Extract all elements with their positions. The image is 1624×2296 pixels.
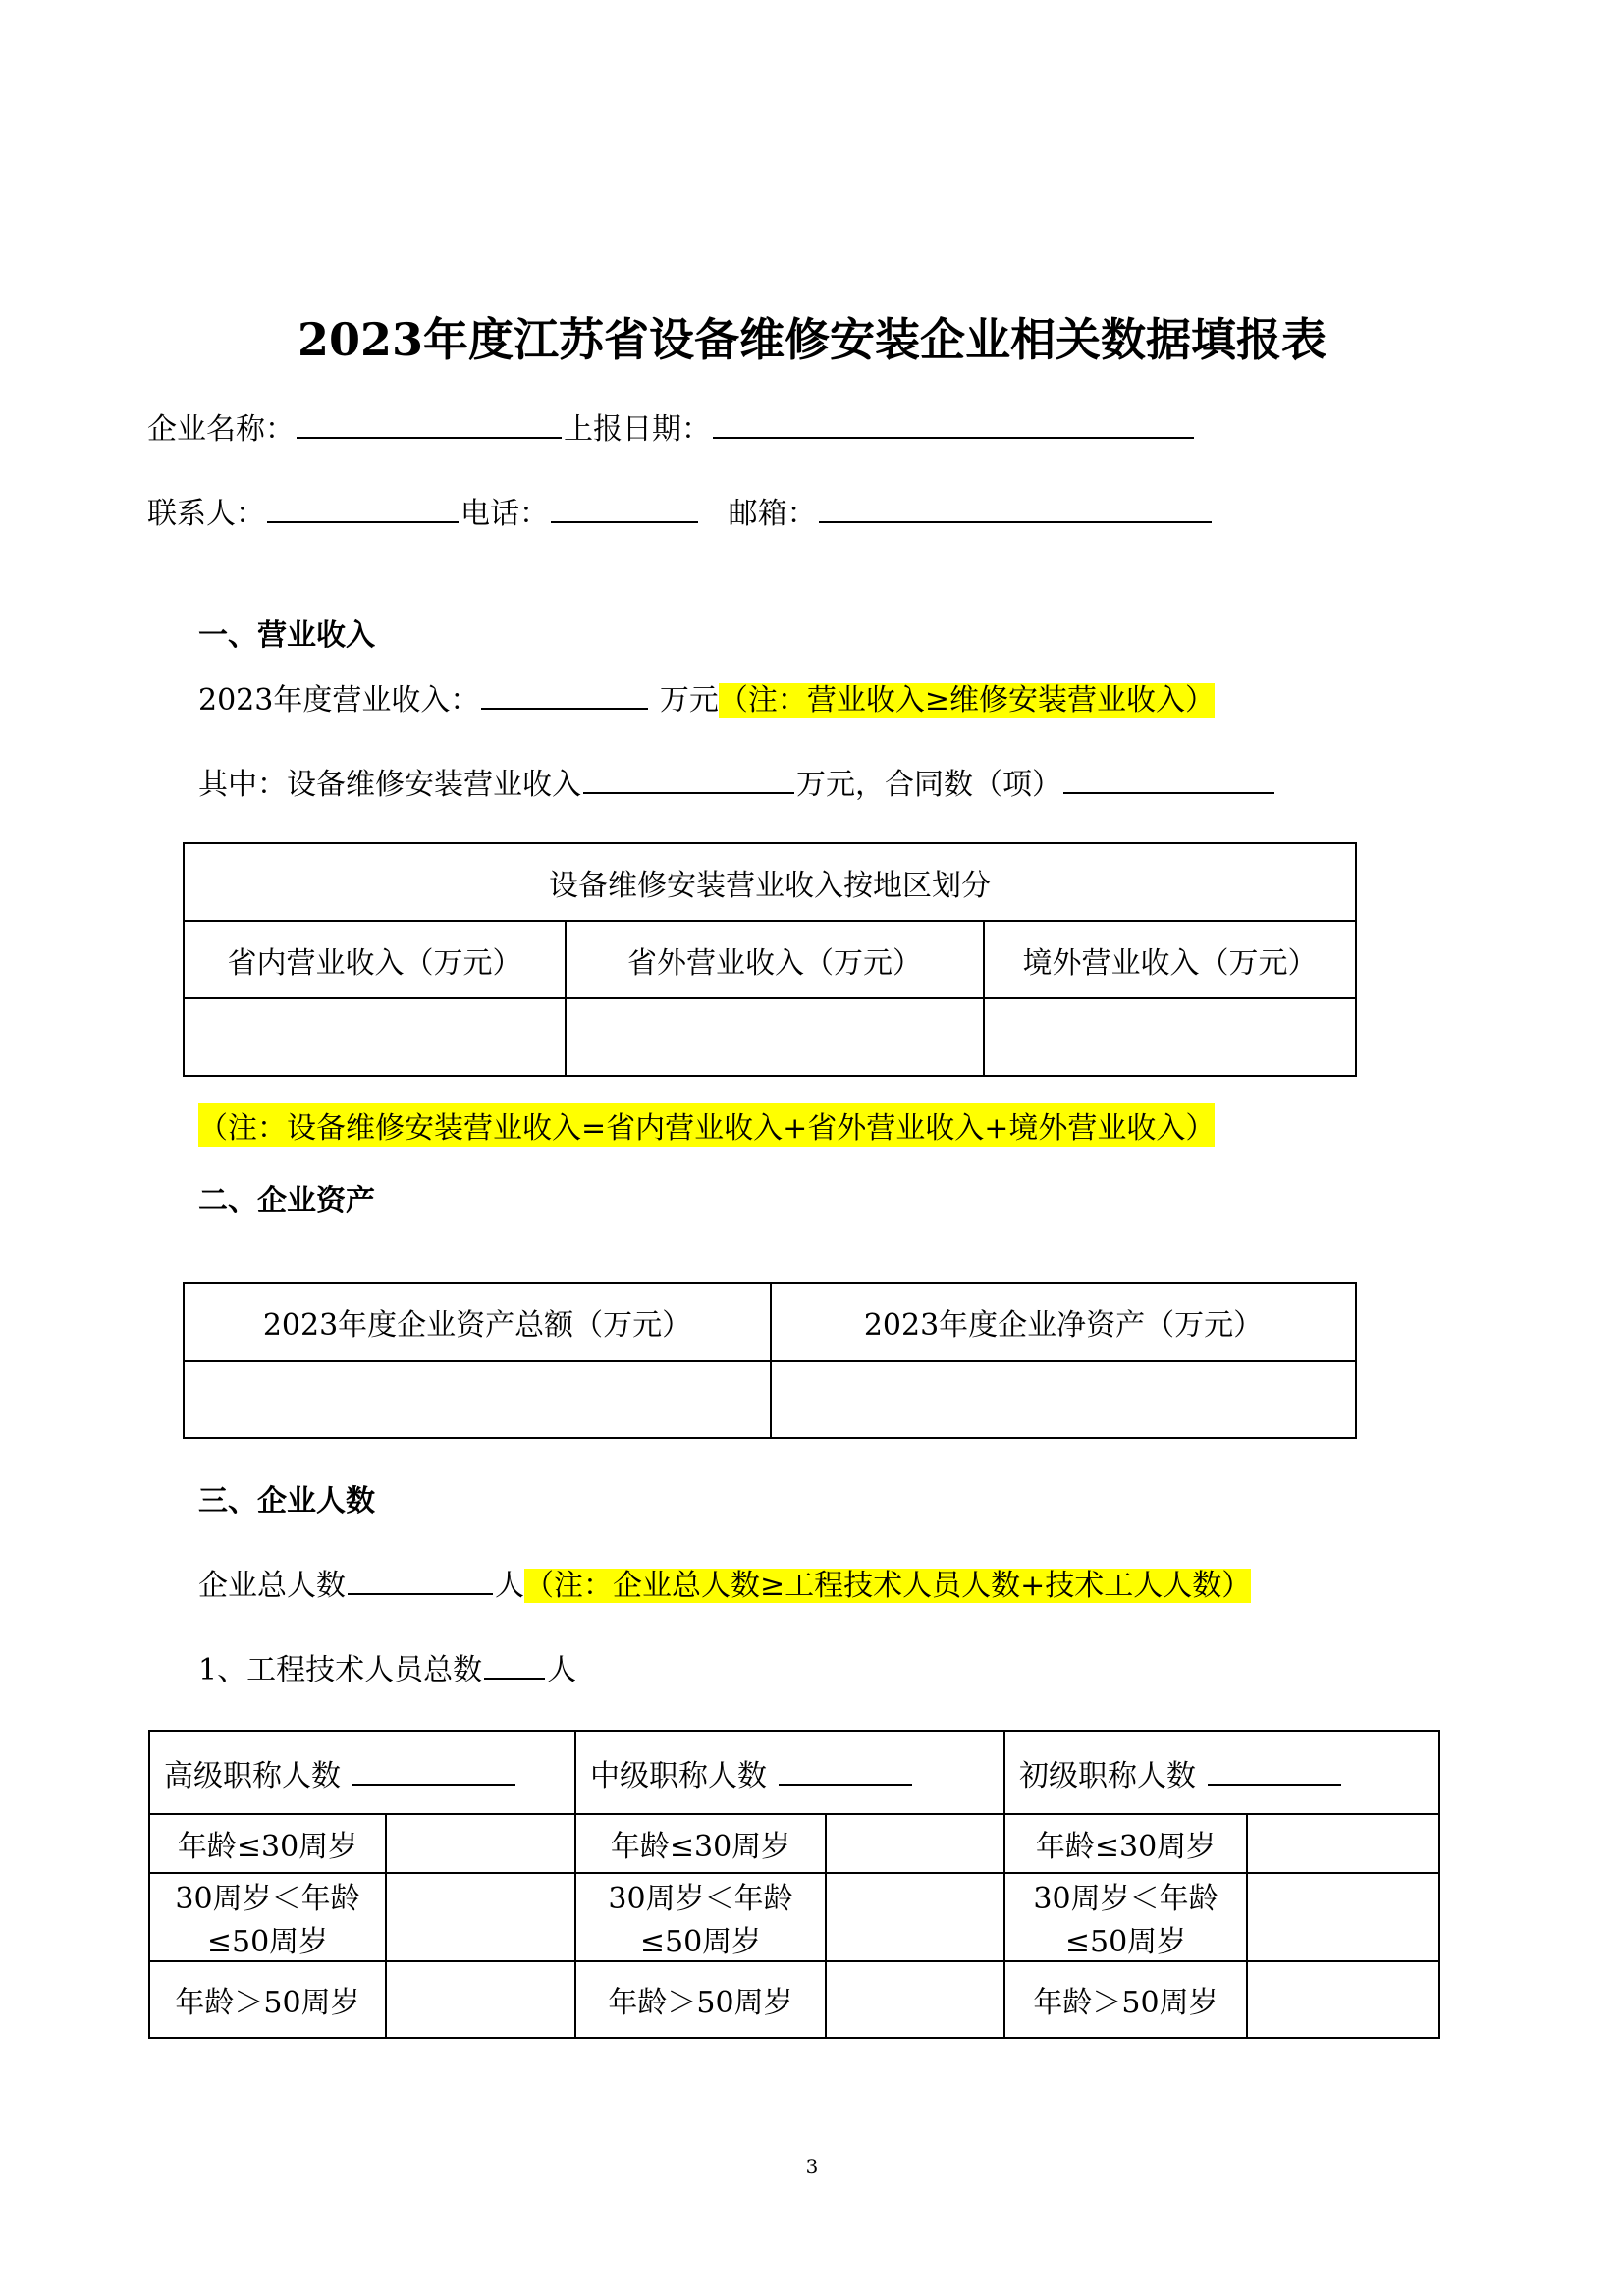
in-province-revenue-cell[interactable] [184,998,566,1076]
mid-age-over50-cell[interactable] [826,1961,1004,2038]
revenue-field[interactable] [481,678,648,710]
age-row-label-line1: 30周岁＜年龄 [1033,1882,1218,1916]
repair-revenue-label: 其中：设备维修安装营业收入 [198,768,581,802]
age-row-label: 年龄＞50周岁 [575,1961,826,2038]
net-assets-header: 2023年度企业净资产（万元） [771,1283,1356,1361]
mid-age-under30-cell[interactable] [826,1814,1004,1873]
junior-title-label: 初级职称人数 [1019,1758,1196,1793]
revenue-note: （注：营业收入≥维修安装营业收入） [718,683,1216,718]
total-staff-field[interactable] [348,1564,493,1595]
page-title: 2023年度江苏省设备维修安装企业相关数据填报表 [297,313,1327,366]
age-row-label-line2: ≤50周岁 [206,1925,329,1959]
senior-title-label: 高级职称人数 [164,1758,341,1793]
repair-revenue-field[interactable] [583,763,794,794]
assets-table [183,1282,1357,1439]
revenue-unit: 万元 [659,683,719,718]
age-row-label: 年龄≤30周岁 [1004,1814,1247,1873]
total-staff-note: （注：企业总人数≥工程技术人员人数+技术工人人数） [524,1569,1252,1603]
engineering-staff-field[interactable] [484,1648,545,1680]
region-table-note: （注：设备维修安装营业收入=省内营业收入+省外营业收入+境外营业收入） [198,1103,1215,1147]
mid-title-header [575,1731,1004,1814]
total-assets-header: 2023年度企业资产总额（万元） [184,1283,771,1361]
mid-title-field[interactable] [779,1754,912,1786]
age-row-label: 年龄＞50周岁 [1004,1961,1247,2038]
engineering-staff-unit: 人 [547,1653,577,1687]
overseas-revenue-header: 境外营业收入（万元） [984,921,1356,998]
contract-count-label: 万元，合同数（项） [796,768,1061,802]
contact-field[interactable] [267,492,459,523]
overseas-revenue-cell[interactable] [984,998,1356,1076]
phone-field[interactable] [551,492,698,523]
total-staff-label: 企业总人数 [198,1569,346,1603]
in-province-revenue-header: 省内营业收入（万元） [184,921,566,998]
section-heading-revenue: 一、营业收入 [198,618,375,653]
section-heading-staff: 三、企业人数 [198,1484,375,1519]
phone-label: 电话： [460,497,549,531]
senior-age-30-50-cell[interactable] [386,1873,575,1961]
email-field[interactable] [819,492,1212,523]
total-staff-line [198,1561,1251,1604]
company-name-label: 企业名称： [147,412,295,447]
net-assets-cell[interactable] [771,1361,1356,1438]
age-row-label [149,1873,386,1961]
age-row-label: 年龄≤30周岁 [575,1814,826,1873]
total-assets-cell[interactable] [184,1361,771,1438]
email-label: 邮箱： [728,497,817,531]
junior-age-under30-cell[interactable] [1247,1814,1439,1873]
company-name-field[interactable] [297,407,562,439]
engineering-staff-label: 1、工程技术人员总数 [198,1653,483,1687]
senior-age-under30-cell[interactable] [386,1814,575,1873]
age-row-label-line1: 30周岁＜年龄 [608,1882,793,1916]
total-staff-unit: 人 [495,1569,524,1603]
company-info-line [147,404,1196,448]
junior-title-field[interactable] [1208,1754,1341,1786]
report-date-field[interactable] [713,407,1194,439]
contract-count-field[interactable] [1063,763,1274,794]
junior-age-30-50-cell[interactable] [1247,1873,1439,1961]
age-row-label-line2: ≤50周岁 [1064,1925,1187,1959]
contact-label: 联系人： [147,497,265,531]
out-province-revenue-cell[interactable] [566,998,984,1076]
title-level-table [148,1730,1440,2039]
senior-title-field[interactable] [352,1754,515,1786]
senior-title-header [149,1731,575,1814]
age-row-label: 年龄＞50周岁 [149,1961,386,2038]
section-heading-assets: 二、企业资产 [198,1184,375,1218]
junior-age-over50-cell[interactable] [1247,1961,1439,2038]
revenue-line [198,675,1215,719]
region-revenue-table [183,842,1357,1077]
junior-title-header [1004,1731,1439,1814]
report-date-label: 上报日期： [564,412,711,447]
repair-revenue-line [198,760,1276,803]
region-table-caption: 设备维修安装营业收入按地区划分 [184,843,1356,921]
engineering-staff-line [198,1645,576,1688]
revenue-label: 2023年度营业收入： [198,683,480,718]
page-number: 3 [805,2155,819,2178]
out-province-revenue-header: 省外营业收入（万元） [566,921,984,998]
mid-age-30-50-cell[interactable] [826,1873,1004,1961]
age-row-label-line2: ≤50周岁 [639,1925,762,1959]
age-row-label [1004,1873,1247,1961]
contact-info-line [147,489,1214,532]
mid-title-label: 中级职称人数 [590,1758,767,1793]
age-row-label-line1: 30周岁＜年龄 [175,1882,360,1916]
age-row-label [575,1873,826,1961]
age-row-label: 年龄≤30周岁 [149,1814,386,1873]
senior-age-over50-cell[interactable] [386,1961,575,2038]
